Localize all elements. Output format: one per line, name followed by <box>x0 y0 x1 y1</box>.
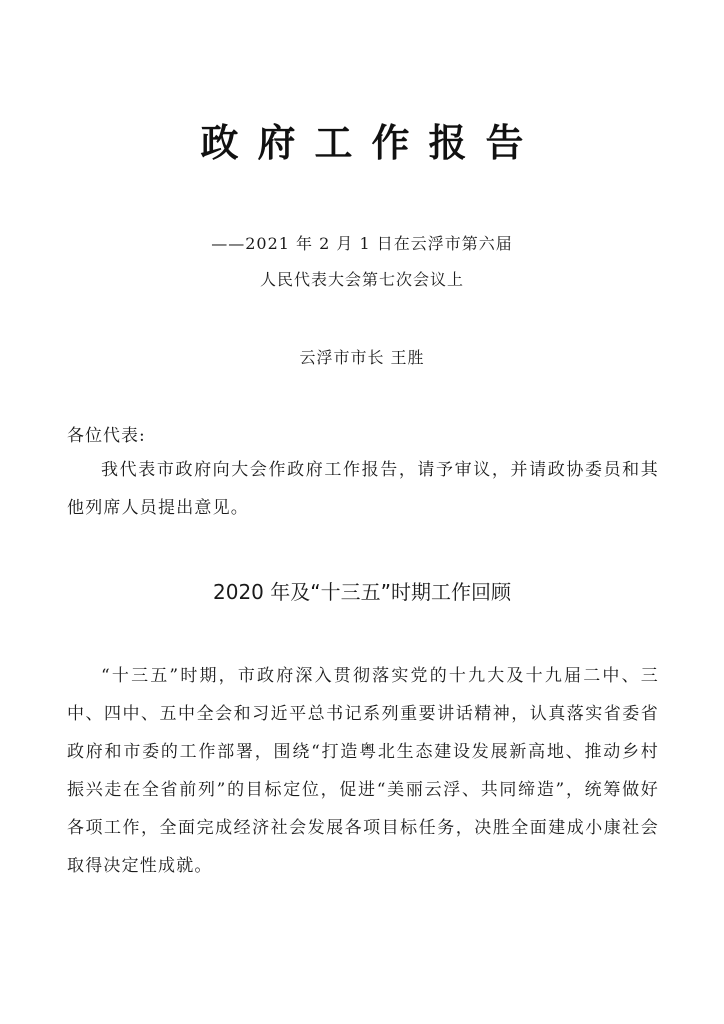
section-heading: 2020 年及“十三五”时期工作回顾 <box>213 580 511 604</box>
document-title: 政府工作报告 <box>200 121 543 165</box>
author-line: 云浮市市长 王胜 <box>299 348 425 367</box>
body-paragraph: “十三五”时期，市政府深入贯彻落实党的十九大及十九届二中、三中、四中、五中全会和习近平总书记系列重要讲话精神，认真落实省委省政府和市委的工作部署，围绕“打造粤北生态建设发展新高地、推动乡村振兴走在全省前列”的目标定位，促进“美丽云浮、共同缔造”，统筹做好各项工作，全面完成经济社会发展各项目标任务，决胜全面建成小康社会取得决定性成就。 <box>67 666 659 876</box>
subtitle-line-1: ——2021 年 2 月 1 日在云浮市第六届 <box>211 234 513 253</box>
intro-paragraph: 我代表市政府向大会作政府工作报告，请予审议，并请政协委员和其他列席人员提出意见。 <box>67 460 659 518</box>
greeting: 各位代表: <box>67 426 146 446</box>
subtitle-line-2: 人民代表大会第七次会议上 <box>259 270 464 289</box>
